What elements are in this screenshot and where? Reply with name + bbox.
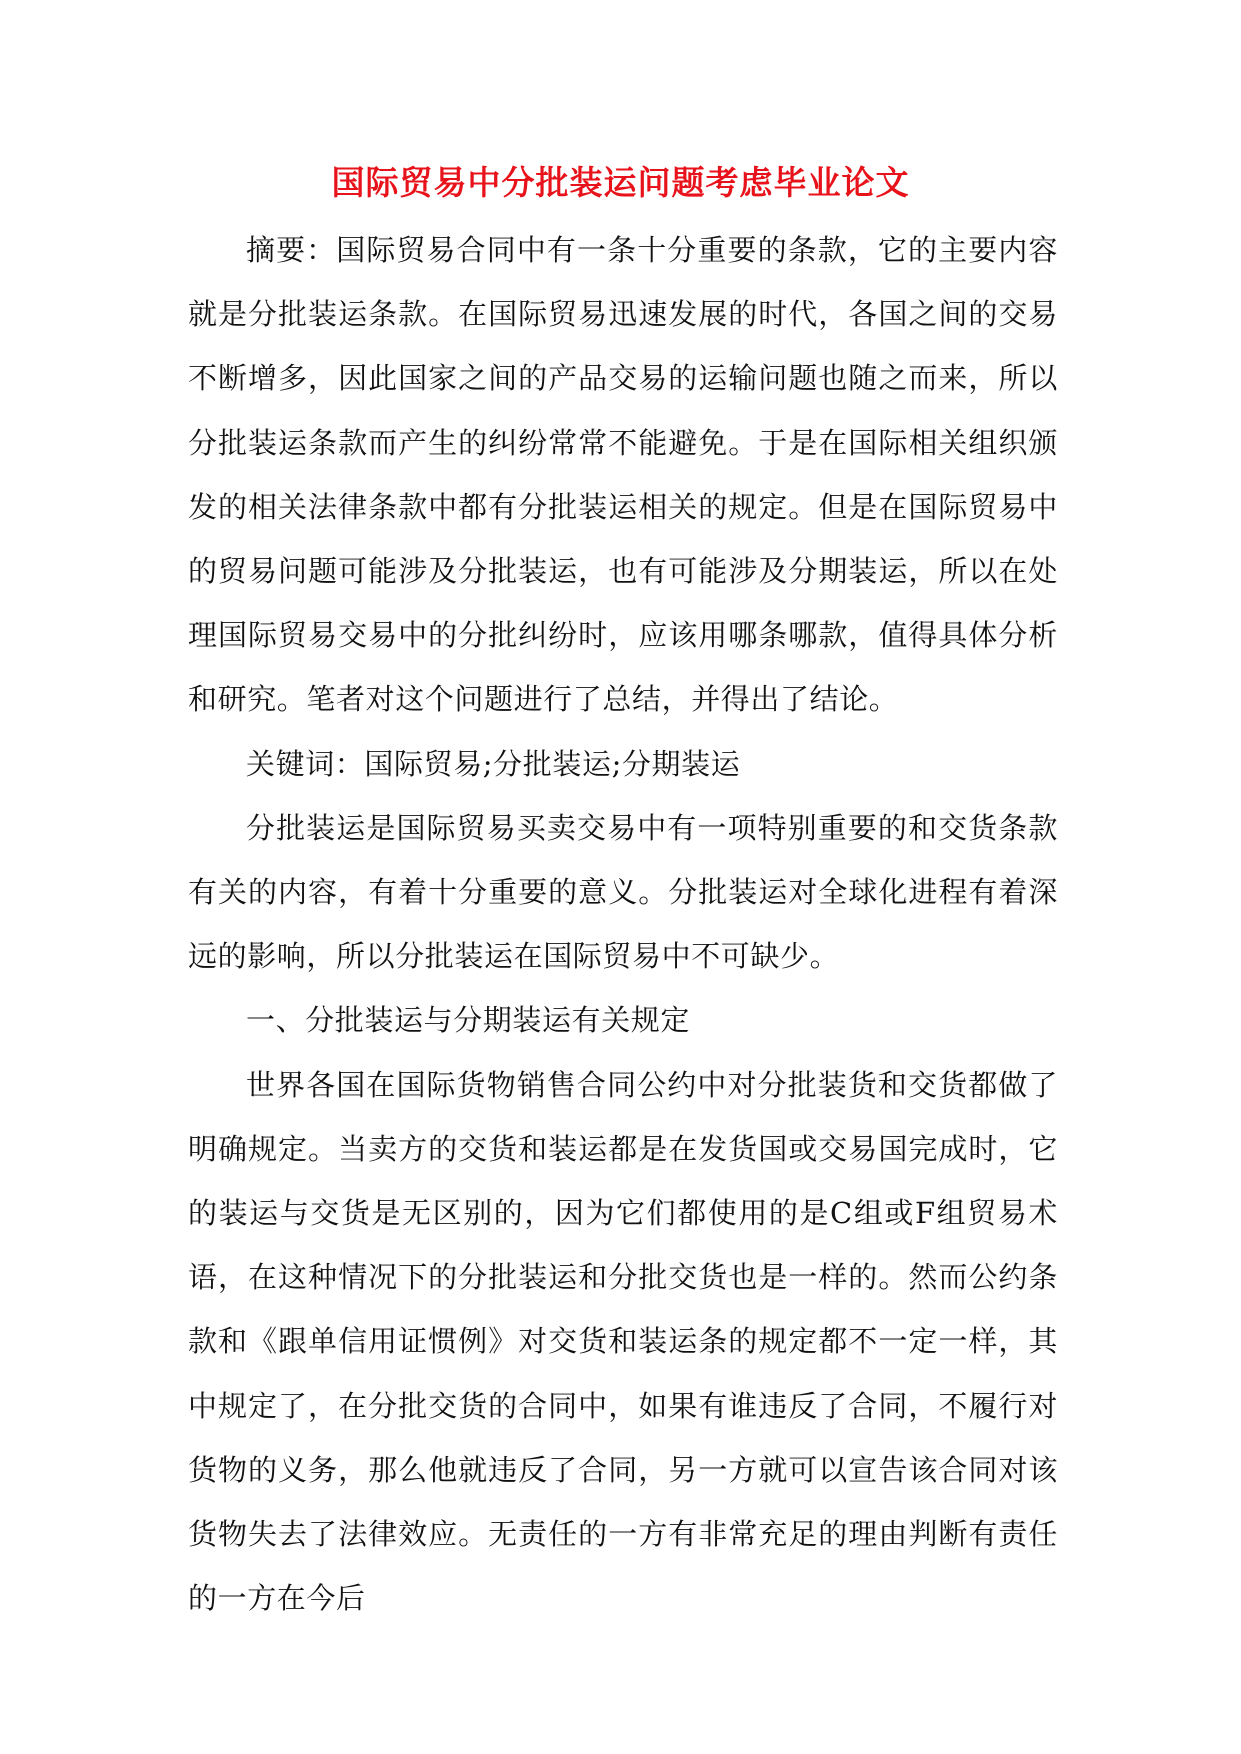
section-heading: 一、分批装运与分期装运有关规定 (246, 1003, 691, 1038)
document-body (188, 218, 1058, 1630)
body-paragraph: 世界各国在国际货物销售合同公约中对分批装货和交货都做了明确规定。当卖方的交货和装运都是在发货国或交易国完成时，它的装运与交货是无区别的，因为它们都使用的是C组或F组贸易术语，在这种情况下的分批装运和分批交货也是一样的。然而公约条款和《跟单信用证惯例》对交货和装运条的规定都不一定一样，其中规定了，在分批交货的合同中，如果有谁违反了合同，不履行对货物的义务，那么他就违反了合同，另一方就可以宣告该合同对该货物失去了法律效应。无责任的一方有非常充足的理由判断有责任的一方在今后 (188, 1067, 1058, 1616)
document-title: 国际贸易中分批装运问题考虑毕业论文 (331, 163, 910, 202)
intro-paragraph: 分批装运是国际贸易买卖交易中有一项特别重要的和交货条款有关的内容，有着十分重要的意义。分批装运对全球化进程有着深远的影响，所以分批装运在国际贸易中不可缺少。 (188, 810, 1058, 974)
abstract-paragraph: 摘要：国际贸易合同中有一条十分重要的条款，它的主要内容就是分批装运条款。在国际贸易迅速发展的时代，各国之间的交易不断增多，因此国家之间的产品交易的运输问题也随之而来，所以分批装运条款而产生的纠纷常常不能避免。于是在国际相关组织颁发的相关法律条款中都有分批装运相关的规定。但是在国际贸易中的贸易问题可能涉及分批装运，也有可能涉及分期装运，所以在处理国际贸易交易中的分批纠纷时，应该用哪条哪款，值得具体分析和研究。笔者对这个问题进行了总结，并得出了结论。 (188, 233, 1058, 717)
keywords-paragraph: 关键词：国际贸易;分批装运;分期装运 (246, 746, 741, 781)
